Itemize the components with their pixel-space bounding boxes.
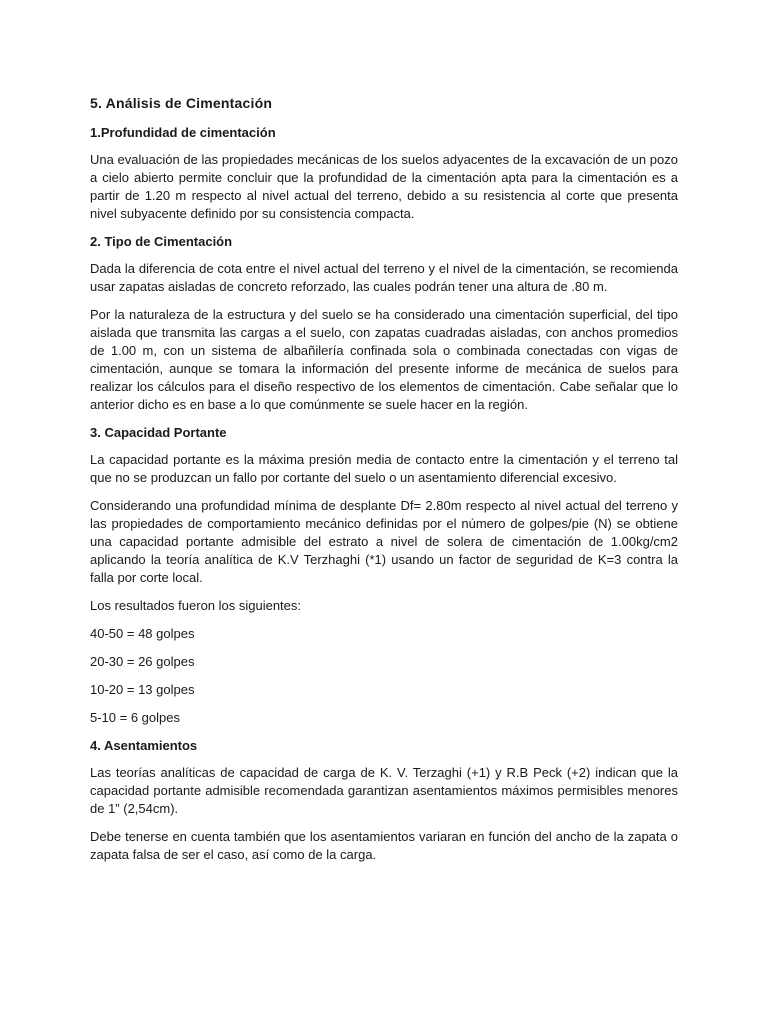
paragraph: La capacidad portante es la máxima presión media de contacto entre la cimentación y el terreno tal que no se produzcan un fallo por cortante del suelo o un asentamiento diferencial excesivo. bbox=[90, 452, 678, 485]
result-line: 10-20 = 13 golpes bbox=[90, 682, 195, 697]
result-line: 40-50 = 48 golpes bbox=[90, 626, 195, 641]
section-heading-profundidad: 1.Profundidad de cimentación bbox=[90, 125, 276, 140]
paragraph: Una evaluación de las propiedades mecánicas de los suelos adyacentes de la excavación de un pozo a cielo abierto permite concluir que la profundidad de la cimentación apta para la cimentación es a partir de 1.20 m respecto al nivel actual del terreno, debido a su resistencia al corte que presenta nivel subyacente definido por su consistencia compacta. bbox=[90, 152, 678, 221]
paragraph: Considerando una profundidad mínima de desplante Df= 2.80m respecto al nivel actual del terreno y las propiedades de comportamiento mecánico definidas por el número de golpes/pie (N) se obtiene una capacidad portante admisible del estrato a nivel de solera de cimentación de 1.00kg/cm2 aplicando la teoría analítica de K.V Terzhaghi (*1) usando un factor de seguridad de K=3 contra la falla por corte local. bbox=[90, 498, 678, 585]
document-page bbox=[90, 94, 678, 874]
result-line: 5-10 = 6 golpes bbox=[90, 710, 180, 725]
result-line: 20-30 = 26 golpes bbox=[90, 654, 195, 669]
section-heading-capacidad-portante: 3. Capacidad Portante bbox=[90, 425, 227, 440]
section-heading-asentamientos: 4. Asentamientos bbox=[90, 738, 198, 753]
document-title: 5. Análisis de Cimentación bbox=[90, 95, 273, 111]
paragraph: Dada la diferencia de cota entre el nivel actual del terreno y el nivel de la cimentación, se recomienda usar zapatas aisladas de concreto reforzado, las cuales podrán tener una altura de .80 m. bbox=[90, 261, 678, 294]
results-intro: Los resultados fueron los siguientes: bbox=[90, 598, 302, 613]
section-heading-tipo-cimentacion: 2. Tipo de Cimentación bbox=[90, 234, 233, 249]
paragraph: Las teorías analíticas de capacidad de carga de K. V. Terzaghi (+1) y R.B Peck (+2) indican que la capacidad portante admisible recomendada garantizan asentamientos máximos permisibles menores de 1” (2,54cm). bbox=[90, 765, 678, 816]
paragraph: Debe tenerse en cuenta también que los asentamientos variaran en función del ancho de la zapata o zapata falsa de ser el caso, así como de la carga. bbox=[90, 829, 678, 862]
paragraph: Por la naturaleza de la estructura y del suelo se ha considerado una cimentación superficial, del tipo aislada que transmita las cargas a el suelo, con zapatas cuadradas aisladas, con anchos promedios de 1.00 m, con un sistema de albañilería confinada sola o combinada conectadas con vigas de cimentación, aunque se tomara la información del presente informe de mecánica de suelos para realizar los cálculos para el diseño respectivo de los elementos de cimentación. Cabe señalar que lo anterior dicho es en base a lo que comúnmente se suele hacer en la región. bbox=[90, 307, 678, 412]
